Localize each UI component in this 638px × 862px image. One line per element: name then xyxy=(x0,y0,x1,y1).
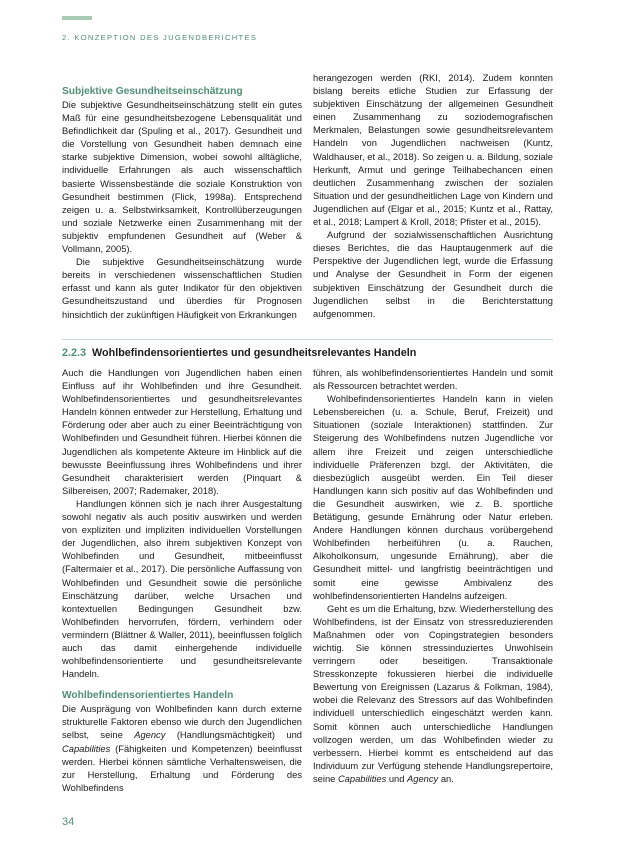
paragraph: Wohlbefindensorientiertes Handeln kann in vielen Lebensbereichen (u. a. Schule, Beruf, Freizeit) und Situationen (soziale Interaktionen) stattfinden. Zur Steigerung des Wohlbefindens nutzen Jugendliche vor allem ihre Freizeit und zeigen unterschiedliche individuelle Präferenzen bzgl. der Aktivitäten, die diesbezüglich ausgeübt werden. Ein Teil dieser Handlungen kann sich positiv auf das Wohlbefinden und die Gesundheit auswirken, wie z. B. sportliche Betätigung, gesunde Ernährung oder Natur erleben. Andere Handlungen können durchaus vorübergehend Wohlbefinden herbeiführen (u. a. Rauchen, Alkoholkonsum, ungesunde Ernährung), aber die Gesundheit mittel- und langfristig beeinträchtigen und somit eine gewisse Ambivalenz des wohlbefindensorientierten Handelns aufzeigen. xyxy=(313,394,553,601)
paragraph: Die subjektive Gesundheitseinschätzung stellt ein gutes Maß für eine gesundheitsbezogene Lebensqualität und Befindlichkeit dar (Spuling et al., 2017). Gesundheit und die Vorstellung von Gesundheit haben demnach eine starke subjektive Dimension, wobei sowohl alltägliche, individuelle Erfahrungen als auch wissenschaftlich basierte Wissensbestände die soziale Konstruktion von Gesundheit bestimmen (Flick, 1998a). Entsprechend zeigen u. a. Selbstwirksamkeit, Kontrollüberzeugungen und soziale Netzwerke einen Zusammenhang mit der subjektiv empfundenen Gesundheit auf (Weber & Vollmann, 2005). xyxy=(62,100,302,255)
page-number: 34 xyxy=(62,816,75,828)
subheading-subjective-health: Subjektive Gesundheitseinschätzung xyxy=(62,86,243,97)
paragraph xyxy=(62,703,302,795)
text-run: (Handlungsmächtigkeit) und xyxy=(165,730,302,741)
section-heading xyxy=(62,347,416,359)
text-run: Die Ausprägung von Wohlbefinden kann durch externe strukturelle Faktoren ebenso wie durch den Jugendlichen selbst, seine xyxy=(62,704,302,741)
paragraph: führen, als wohlbefindensorientiertes Handeln und somit als Ressourcen betrachtet werden. xyxy=(313,368,553,392)
paragraph: Die subjektive Gesundheitseinschätzung wurde bereits in verschiedenen wissenschaftlichen Studien erfasst und kann als guter Indikator für den objektiven Gesundheitszustand und überdies für Prognosen hinsichtlich der zukünftigen Häufigkeit von Erkrankungen xyxy=(62,257,302,320)
emphasis-agency: Agency xyxy=(134,730,166,741)
running-head: 2. KONZEPTION DES JUGENDBERICHTES xyxy=(62,33,258,42)
subheading-wellbeing-action: Wohlbefindensorientiertes Handeln xyxy=(62,690,234,702)
paragraph: Handlungen können sich je nach ihrer Ausgestaltung sowohl negativ als auch positiv auswirken und werden von expliziten und impliziten individuellen Vorstellungen der Jugendlichen, also ihrem subjektiven Konzept von Wohlbefinden und Gesundheit, mitbeeinflusst (Faltermaier et al., 2017). Die persönliche Auffassung von Wohlbefinden und Gesundheit sowie die persönliche Einschätzung darüber, welche Ursachen und kontextuellen Bedingungen Gesundheit bzw. Wohlbefinden hervorrufen, fördern, verhindern oder vermindern (Blättner & Waller, 2011), beeinflussen folglich auch das damit einhergehende individuelle wohlbefindensorientierte und gesundheitsrelevante Handeln. xyxy=(62,498,302,680)
text-run: und xyxy=(386,773,408,784)
right-column-bottom xyxy=(313,367,553,786)
section-number: 2.2.3 xyxy=(62,347,87,359)
emphasis-capabilities: Capabilities xyxy=(62,743,111,754)
paragraph: herangezogen werden (RKI, 2014). Zudem konnten bislang bereits etliche Studien zur Erfassung der subjektiven Einschätzung der allgemeinen Gesundheit einen Zusammenhang zu soziodemografischen Merkmalen, Belastungen sowie gesundheitsrelevantem Handeln von Jugendlichen nachweisen (Kuntz, Waldhauser, et al., 2018). So zeigen u. a. Bildung, soziale Herkunft, Armut und geringe Teilhabechancen einen deutlichen Zusammenhang zwischen der sozialen Situation und der gesundheitlichen Lage von Kindern und Jugendlichen auf (Elgar et al., 2015; Kuntz et al., Rattay, et al., 2018; Lampert & Kroll, 2018; Pfister et al., 2015). xyxy=(313,73,553,228)
paragraph xyxy=(313,603,553,786)
paragraph: Auch die Handlungen von Jugendlichen haben einen Einfluss auf ihr Wohlbefinden und ihre Gesundheit. Wohlbefindensorientiertes und gesundheitsrelevantes Handeln können entweder zur Herstellung, Erhaltung und Förderung oder aber auch zu einer Beeinträchtigung von Wohlbefinden und Gesundheit führen. Hierbei können die Jugendlichen als kompetente Akteure im Hinblick auf die bewusste Beeinflussung ihres Wohlbefindens und ihrer Gesundheit charakterisiert werden (Pinquart & Silbereisen, 2007; Rademaker, 2018). xyxy=(62,368,302,496)
header-accent-rule xyxy=(62,16,92,20)
text-run: (Fähigkeiten und Kompetenzen) beeinflusst werden. Hierbei können sämtliche Verhaltensweisen, die zur Herstellung, Erhaltung und Förderung des Wohlbefindens xyxy=(62,743,302,793)
section-divider xyxy=(62,339,553,340)
emphasis-capabilities: Capabilities xyxy=(337,773,387,784)
text-run: Geht es um die Erhaltung, bzw. Wiederherstellung des Wohlbefindens, ist der Einsatz von stressreduzierenden Maßnahmen oder von Copingstrategien besonders wichtig. Sie können stressinduziertes Unwohlsein verringern oder beseitigen. Transaktionale Stresskonzepte fokussieren hierbei die individuelle Bewertung von Ereignissen (Lazarus & Folkman, 1984), wobei die Relevanz des Stressors auf das Wohlbefinden individuell unterschiedlich eingeschätzt werden kann. Somit können auch unterschiedliche Handlungen vollzogen werden, um das Wohlbefinden wieder zu verbessern. Hierbei kommt es entscheidend auf das Individuum zur Verfügung stehende Handlungsrepertoire, seine xyxy=(313,603,553,784)
paragraph: Aufgrund der sozialwissenschaftlichen Ausrichtung dieses Berichtes, die das Hauptaugenmerk auf die Perspektive der Jugendlichen legt, wurde die Erfassung und Analyse der Gesundheit in Form der eigenen subjektiven Einschätzung der Gesundheit durch die Jugendlichen selbst in die Berichterstattung aufgenommen. xyxy=(313,230,553,319)
emphasis-agency: Agency xyxy=(407,773,439,784)
text-run: an. xyxy=(438,773,454,784)
left-column-top xyxy=(62,85,302,322)
right-column-top xyxy=(313,72,553,321)
section-title: Wohlbefindensorientiertes und gesundheitsrelevantes Handeln xyxy=(92,347,417,359)
left-column-bottom xyxy=(62,367,302,795)
